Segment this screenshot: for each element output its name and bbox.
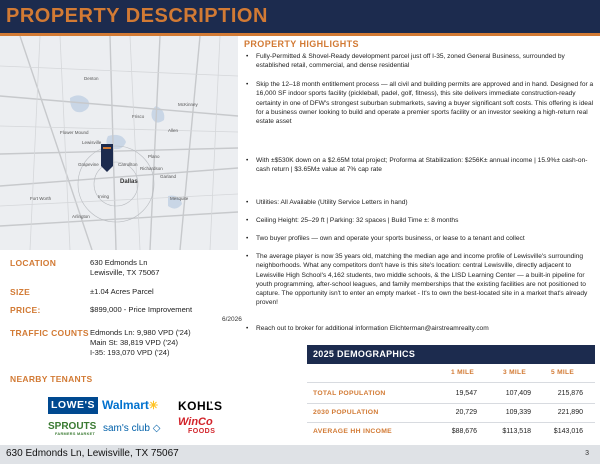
map-label-grapevine: Grapevine <box>78 162 99 167</box>
size-value: ±1.04 Acres Parcel <box>90 287 154 296</box>
map-label-richardson: Richardson <box>140 166 163 171</box>
table-cell: $113,518 <box>502 428 531 435</box>
location-map <box>0 36 238 250</box>
bullet-icon: • <box>246 199 249 206</box>
table-cell: $143,016 <box>553 428 583 435</box>
demographics-title: 2025 DEMOGRAPHICS <box>313 349 416 359</box>
divider <box>307 382 595 383</box>
highlight-item <box>244 198 594 207</box>
map-label-lewisville: Lewisville <box>82 140 102 145</box>
winco-logo: WinCo <box>178 416 213 428</box>
sams-club-logo-text: sam's club <box>103 423 150 434</box>
highlights-title: PROPERTY HIGHLIGHTS <box>244 39 359 49</box>
map-label-flower-mound: Flower Mound <box>60 130 89 135</box>
location-line2: Lewisville, TX 75067 <box>90 268 160 277</box>
table-cell: 19,547 <box>455 390 477 397</box>
highlight-item <box>244 156 594 175</box>
table-cell: 20,729 <box>455 409 477 416</box>
highlight-text: Ceiling Height: 25–29 ft | Parking: 32 spaces | Build Time ±: 8 months <box>256 217 459 224</box>
map-roads <box>0 36 238 250</box>
map-label-plano: Plano <box>148 154 160 159</box>
highlight-text: Fully-Permitted & Shovel-Ready development parcel just off I-35, zoned General Business, surrounded by established retail, commercial, and dense residential <box>256 53 565 70</box>
bullet-icon: • <box>246 81 249 88</box>
divider <box>307 403 595 404</box>
price-value: $899,000 - Price Improvement <box>90 305 193 314</box>
demographics-table <box>307 345 595 441</box>
highlight-item <box>244 252 594 308</box>
footer-address: 630 Edmonds Ln, Lewisville, TX 75067 <box>6 448 179 459</box>
highlight-item <box>244 80 594 126</box>
highlight-item <box>244 324 594 333</box>
price-label: PRICE: <box>10 305 41 315</box>
row-label-average-hh-income: AVERAGE HH INCOME <box>313 428 392 435</box>
highlight-item <box>244 52 594 71</box>
traffic-line3: I-35: 193,070 VPD ('24) <box>90 348 170 357</box>
highlight-text: With ±$530K down on a $2.65M total project; Proforma at Stabilization: $256K± annual income | 15.9%± cash-on-cash return | $3.65M± value at 7% cap rate <box>256 157 588 174</box>
row-label-2030-population: 2030 POPULATION <box>313 409 379 416</box>
map-label-garland: Garland <box>160 174 177 179</box>
col-1-mile: 1 MILE <box>451 369 475 376</box>
page-title: PROPERTY DESCRIPTION <box>6 5 268 27</box>
size-label: SIZE <box>10 287 31 297</box>
sprouts-logo: SPROUTS <box>48 421 97 432</box>
divider <box>307 422 595 423</box>
map-label-mesquite: Mesquite <box>170 196 189 201</box>
highlight-text: Skip the 12–18 month entitlement process — all civil and building permits are approved and in hand. Designed for a 16,000 SF indoor sports facility (pickleball, padel, golf, fitness), this site delivers immediate construction-ready certainty in one of DFW's strongest suburban submarkets, saving a buyer significant soft costs. This offering is ideal for a business owner looking to build and operate a premier sports facility or an investor seeking a high-return real estate asset <box>256 81 594 126</box>
walmart-logo-text: Walmart <box>102 398 149 412</box>
sams-club-logo <box>103 423 160 434</box>
col-5-mile: 5 MILE <box>551 369 575 376</box>
table-cell: 107,409 <box>505 390 531 397</box>
map-label-allen: Allen <box>168 128 179 133</box>
row-label-total-population: TOTAL POPULATION <box>313 390 386 397</box>
traffic-line1: Edmonds Ln: 9,980 VPD ('24) <box>90 328 191 337</box>
traffic-label: TRAFFIC COUNTS <box>10 328 89 338</box>
map-label-arlington: Arlington <box>72 214 90 219</box>
sams-club-diamond-icon: ◇ <box>152 423 161 434</box>
bullet-icon: • <box>246 53 249 60</box>
sprouts-logo-subtitle: FARMERS MARKET <box>55 432 96 436</box>
table-cell: 221,890 <box>557 409 583 416</box>
traffic-line2: Main St: 38,819 VPD ('24) <box>90 338 178 347</box>
winco-logo-subtitle: FOODS <box>188 428 216 435</box>
demographics-header <box>307 345 595 364</box>
price-note: 6/2026 <box>222 316 242 323</box>
map-label-dallas: Dallas <box>120 179 138 185</box>
col-3-mile: 3 MILE <box>503 369 527 376</box>
kohls-logo: KOHĽS <box>178 399 223 413</box>
bullet-icon: • <box>246 217 249 224</box>
walmart-spark-icon: ✳ <box>148 400 159 412</box>
location-line1: 630 Edmonds Ln <box>90 258 148 267</box>
table-cell: 109,339 <box>505 409 531 416</box>
map-label-fort-worth: Fort Worth <box>30 196 52 201</box>
map-label-frisco: Frisco <box>132 114 145 119</box>
map-label-mckinney: McKinney <box>178 102 198 107</box>
walmart-logo <box>102 398 158 412</box>
highlight-item <box>244 234 594 243</box>
highlight-text: Reach out to broker for additional information Elichterman@airstreamrealty.com <box>256 325 489 332</box>
nearby-tenants-label: NEARBY TENANTS <box>10 374 93 384</box>
page-number: 3 <box>585 450 589 457</box>
footer-bar <box>0 445 600 464</box>
highlight-text: The average player is now 35 years old, matching the median age and income profile of Lewisville's surrounding neighborhoods. What any competitors don't have is this site's location: central Lewisville, directly adjacent to Lewisville High School's 4,162 students, two middle schools, & the LISD Learning Center — a built-in pipeline for youth programming, after-school leagues, and family memberships that the existing facilities are not positioned to capture. The opportunity isn't to enter an empty market - It's to own the best-located site in a market that's already proven! <box>256 253 588 307</box>
map-label-irving: Irving <box>98 194 110 199</box>
bullet-icon: • <box>246 157 249 164</box>
lowes-logo: LOWE'S <box>48 397 98 414</box>
location-label: LOCATION <box>10 258 57 268</box>
highlight-text: Two buyer profiles — own and operate your sports business, or lease to a tenant and collect <box>256 235 525 242</box>
bullet-icon: • <box>246 325 249 332</box>
bullet-icon: • <box>246 235 249 242</box>
highlight-item <box>244 216 594 225</box>
table-cell: $88,676 <box>451 428 477 435</box>
header-bar <box>0 0 600 33</box>
map-label-denton: Denton <box>84 76 99 81</box>
highlight-text: Utilities: All Available (Utility Service Letters in hand) <box>256 199 408 206</box>
table-cell: 215,876 <box>557 390 583 397</box>
bullet-icon: • <box>246 253 249 260</box>
map-label-carrollton: Carrollton <box>118 162 138 167</box>
